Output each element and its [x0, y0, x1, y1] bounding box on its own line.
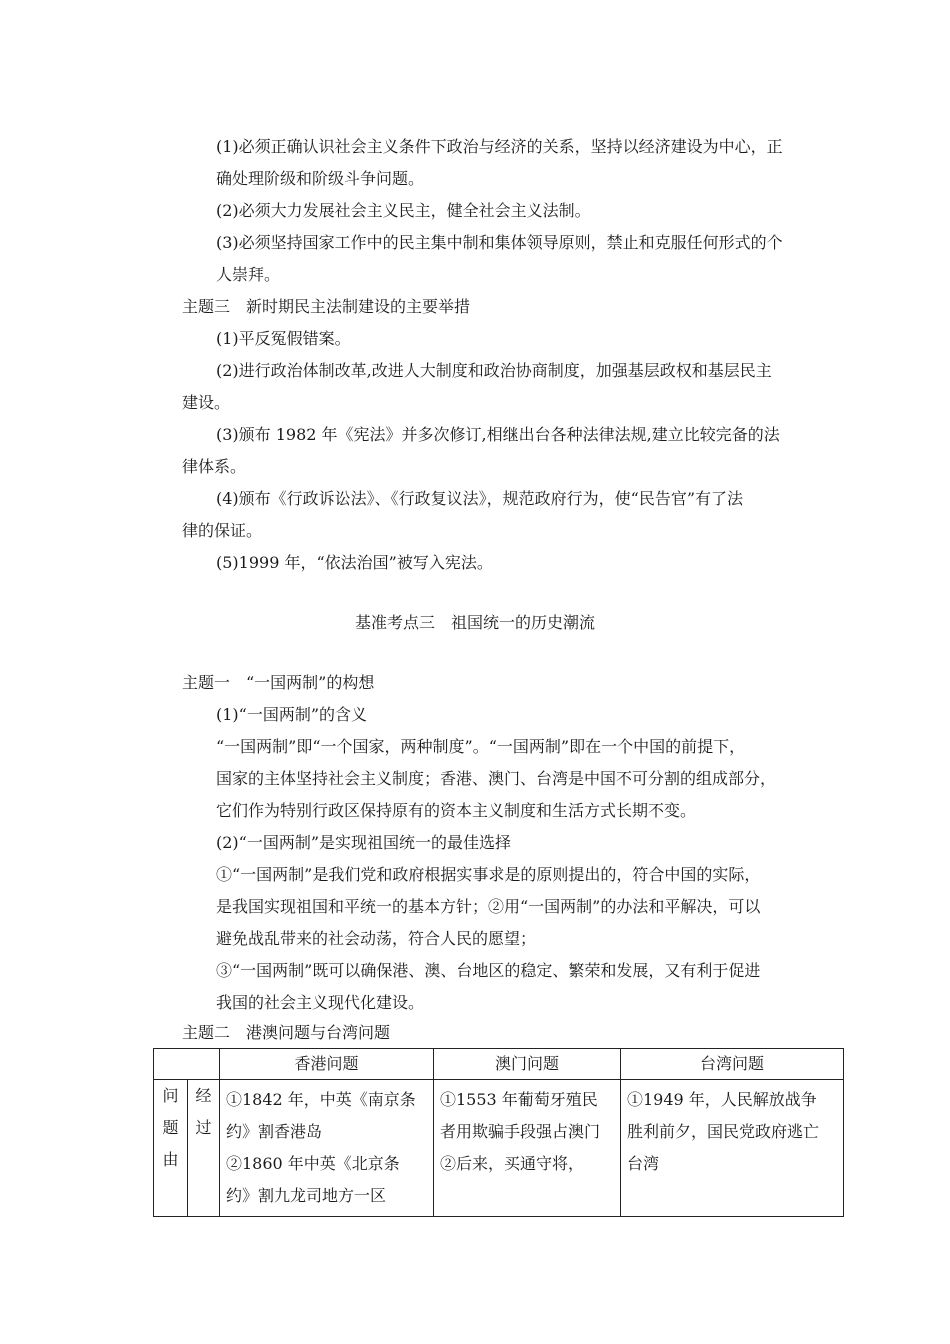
cell-macau [434, 1080, 621, 1217]
paragraph-line: (2)进行政治体制改革,改进人大制度和政治协商制度，加强基层政权和基层民主 [216, 361, 772, 380]
theme1-heading: 主题一 “一国两制”的构想 [182, 673, 375, 692]
paragraph-line: (3)必须坚持国家工作中的民主集中制和集体领导原则，禁止和克服任何形式的个 [216, 233, 783, 252]
paragraph-line: 建设。 [182, 393, 231, 412]
hk-macau-taiwan-table [153, 1048, 844, 1217]
paragraph-line: 我国的社会主义现代化建设。 [216, 993, 425, 1012]
paragraph-line: ①“一国两制”是我们党和政府根据实事求是的原则提出的，符合中国的实际， [216, 865, 761, 884]
row-label-char: 题 [162, 1118, 179, 1137]
cell-line: ①1949 年，人民解放战争 [627, 1090, 817, 1109]
table-header-row [154, 1049, 844, 1080]
cell-line: 胜利前夕，国民党政府逃亡 [627, 1122, 820, 1141]
cell-taiwan [621, 1080, 844, 1217]
paragraph-line: ③“一国两制”既可以确保港、澳、台地区的稳定、繁荣和发展，又有利于促进 [216, 961, 761, 980]
paragraph-line: 人崇拜。 [216, 265, 281, 284]
cell-line: 者用欺骗手段强占澳门 [440, 1122, 601, 1141]
paragraph-line: (2)“一国两制”是实现祖国统一的最佳选择 [216, 833, 512, 852]
section-title: 基准考点三 祖国统一的历史潮流 [354, 613, 595, 632]
table-header-macau: 澳门问题 [434, 1049, 621, 1080]
cell-hongkong [220, 1080, 434, 1217]
theme2-heading: 主题二 港澳问题与台湾问题 [182, 1023, 391, 1042]
paragraph-line: (5)1999 年，“依法治国”被写入宪法。 [216, 553, 493, 572]
paragraph-line: 国家的主体坚持社会主义制度；香港、澳门、台湾是中国不可分割的组成部分， [216, 769, 777, 788]
paragraph-line: 避免战乱带来的社会动荡，符合人民的愿望； [216, 929, 537, 948]
row-label-char: 经 [195, 1086, 212, 1105]
cell-line: ②1860 年中英《北京条 [226, 1154, 400, 1173]
paragraph-line: (1)平反冤假错案。 [216, 329, 351, 348]
cell-line: 台湾 [627, 1154, 660, 1173]
row-label-char: 问 [162, 1086, 179, 1105]
cell-line: 约》割九龙司地方一区 [226, 1186, 387, 1205]
paragraph-line: 是我国实现祖国和平统一的基本方针；②用“一国两制”的办法和平解决，可以 [216, 897, 761, 916]
row-label-origin [154, 1080, 188, 1217]
paragraph-line: 它们作为特别行政区保持原有的资本主义制度和生活方式长期不变。 [216, 801, 697, 820]
row-label-process [188, 1080, 220, 1217]
row-label-char: 由 [162, 1150, 179, 1169]
paragraph-line: 律体系。 [182, 457, 247, 476]
cell-line: ②后来，买通守将， [440, 1154, 585, 1173]
theme3-heading: 主题三 新时期民主法制建设的主要举措 [182, 297, 471, 316]
paragraph-line: (1)“一国两制”的含义 [216, 705, 368, 724]
paragraph-line: (4)颁布《行政诉讼法》、《行政复议法》，规范政府行为，使“民告官”有了法 [216, 489, 744, 508]
paragraph-line: (3)颁布 1982 年《宪法》并多次修订,相继出台各种法律法规,建立比较完备的法 [216, 425, 780, 444]
table-header-hongkong: 香港问题 [220, 1049, 434, 1080]
cell-line: 约》割香港岛 [226, 1122, 323, 1141]
paragraph-line: 律的保证。 [182, 521, 263, 540]
cell-line: ①1553 年葡萄牙殖民 [440, 1090, 598, 1109]
paragraph-line: 确处理阶级和阶级斗争问题。 [216, 169, 425, 188]
row-label-char: 过 [195, 1118, 212, 1137]
paragraph-line: (1)必须正确认识社会主义条件下政治与经济的关系，坚持以经济建设为中心，正 [216, 137, 783, 156]
table-row [154, 1080, 844, 1217]
table-header-taiwan: 台湾问题 [621, 1049, 844, 1080]
paragraph-line: (2)必须大力发展社会主义民主，健全社会主义法制。 [216, 201, 591, 220]
paragraph-line: “一国两制”即“一个国家，两种制度”。“一国两制”即在一个中国的前提下， [216, 737, 746, 756]
cell-line: ①1842 年，中英《南京条 [226, 1090, 416, 1109]
table-header-corner [154, 1049, 220, 1080]
